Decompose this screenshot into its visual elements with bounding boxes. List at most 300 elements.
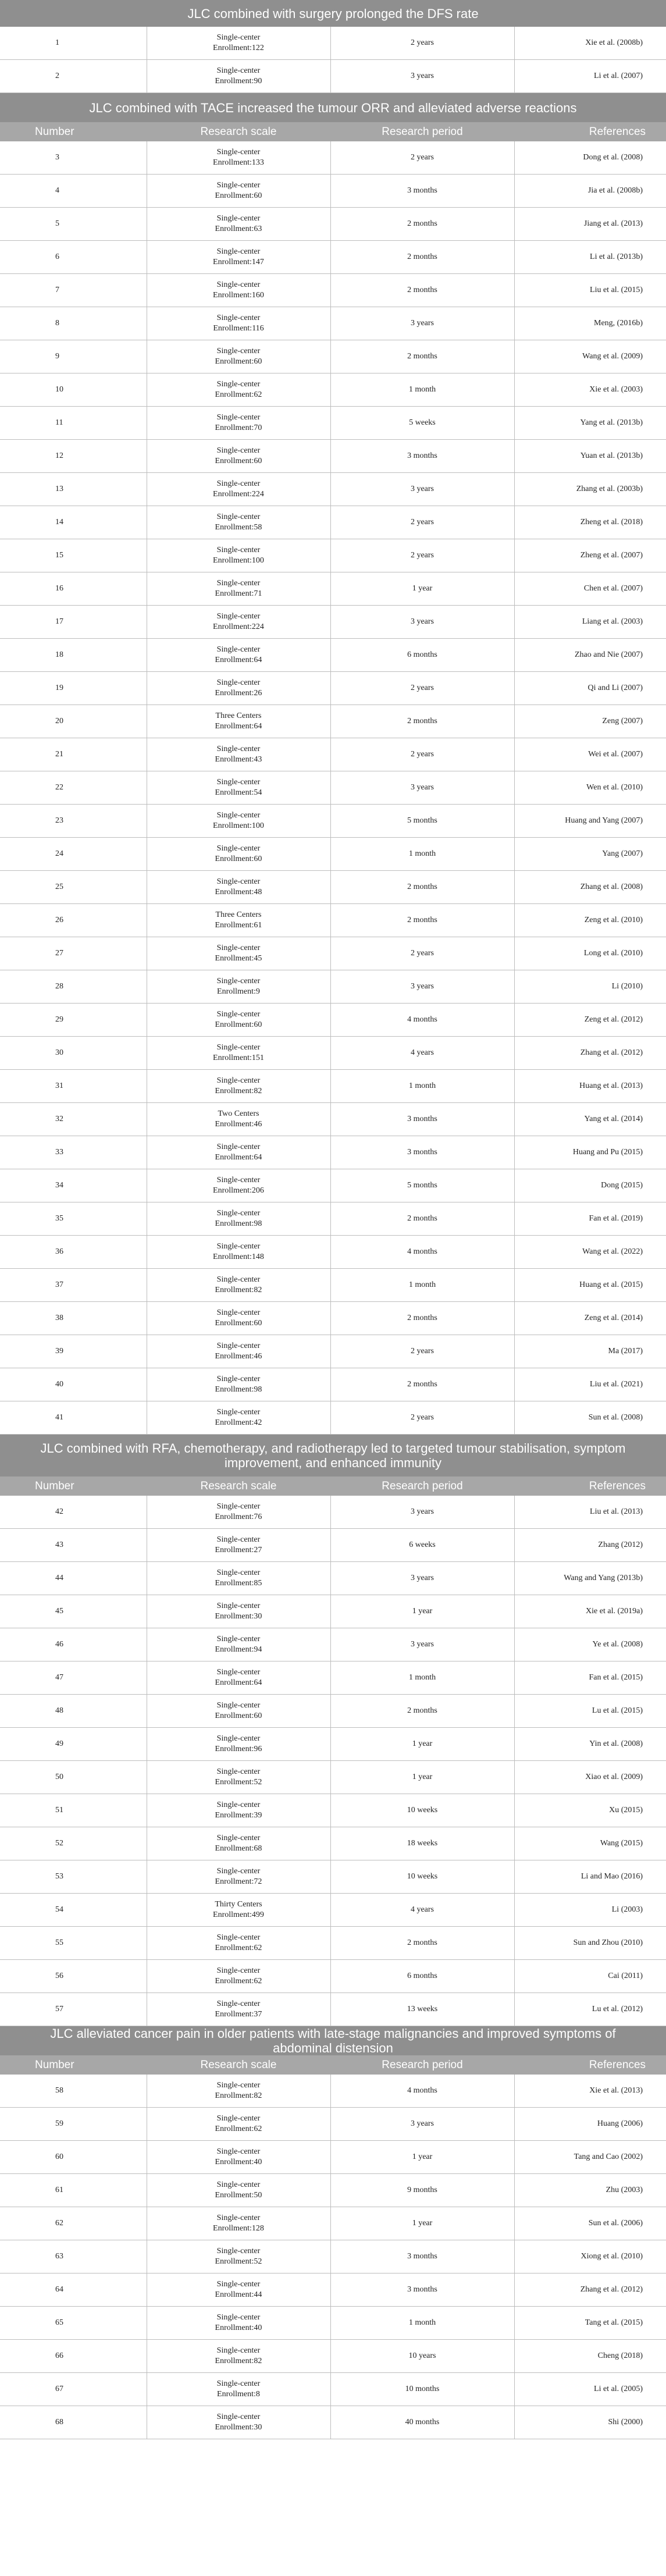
scale-enrollment: Enrollment:64 xyxy=(215,1678,262,1687)
table-row xyxy=(0,2406,666,2439)
table-row xyxy=(0,1236,666,1269)
reference-cell: Zeng et al. (2014) xyxy=(514,1302,666,1335)
reference-cell: Zhang et al. (2012) xyxy=(514,1037,666,1070)
scale-type: Single-center xyxy=(216,1635,261,1643)
reference-cell: Tang et al. (2015) xyxy=(514,2307,666,2340)
reference-cell: Xiao et al. (2009) xyxy=(514,1761,666,1794)
reference-cell: Lu et al. (2015) xyxy=(514,1695,666,1728)
scale-type: Single-center xyxy=(216,2313,261,2322)
reference-cell: Huang (2006) xyxy=(514,2108,666,2141)
research-period-cell: 5 months xyxy=(330,805,514,838)
row-number: 6 xyxy=(0,241,147,274)
scale-type: Single-center xyxy=(216,1966,261,1975)
table-row xyxy=(0,60,666,93)
research-scale-cell xyxy=(147,838,330,871)
research-scale-cell xyxy=(147,1894,330,1927)
research-period-cell: 1 month xyxy=(330,373,514,407)
scale-enrollment: Enrollment:499 xyxy=(213,1910,264,1919)
reference-cell: Xie et al. (2013) xyxy=(514,2075,666,2108)
row-number: 2 xyxy=(0,60,147,93)
scale-enrollment: Enrollment:60 xyxy=(215,457,262,465)
scale-enrollment: Enrollment:82 xyxy=(215,1286,262,1294)
scale-type: Single-center xyxy=(216,1502,261,1511)
research-period-cell: 5 weeks xyxy=(330,407,514,440)
research-period-cell: 1 year xyxy=(330,2141,514,2174)
research-scale-cell xyxy=(147,27,330,60)
research-scale-cell xyxy=(147,1661,330,1695)
row-number: 59 xyxy=(0,2108,147,2141)
reference-cell: Sun et al. (2008) xyxy=(514,1401,666,1435)
reference-cell: Liang et al. (2003) xyxy=(514,606,666,639)
scale-type: Single-center xyxy=(216,66,261,75)
research-scale-cell xyxy=(147,1927,330,1960)
reference-cell: Li et al. (2013b) xyxy=(514,241,666,274)
reference-cell: Liu et al. (2013) xyxy=(514,1496,666,1529)
scale-enrollment: Enrollment:116 xyxy=(213,324,264,333)
table-row xyxy=(0,1368,666,1401)
scale-enrollment: Enrollment:98 xyxy=(215,1219,262,1228)
scale-type: Single-center xyxy=(216,645,261,654)
research-scale-cell xyxy=(147,2273,330,2307)
row-number: 34 xyxy=(0,1169,147,1202)
scale-enrollment: Enrollment:100 xyxy=(213,556,264,565)
research-period-cell: 3 years xyxy=(330,60,514,93)
research-scale-cell xyxy=(147,1993,330,2026)
scale-type: Single-center xyxy=(216,1176,261,1184)
research-scale-cell xyxy=(147,1136,330,1169)
column-header-row xyxy=(0,1476,666,1496)
research-period-cell: 3 years xyxy=(330,1628,514,1661)
research-period-cell: 1 month xyxy=(330,2307,514,2340)
scale-type: Single-center xyxy=(216,2280,261,2289)
reference-cell: Yang et al. (2013b) xyxy=(514,407,666,440)
research-scale-cell xyxy=(147,539,330,572)
research-period-cell: 1 year xyxy=(330,572,514,606)
scale-enrollment: Enrollment:63 xyxy=(215,225,262,233)
table-row xyxy=(0,1993,666,2026)
table-row xyxy=(0,1136,666,1169)
row-number: 26 xyxy=(0,904,147,937)
reference-cell: Li (2010) xyxy=(514,970,666,1004)
research-scale-cell xyxy=(147,440,330,473)
row-number: 43 xyxy=(0,1529,147,1562)
research-period-cell: 2 years xyxy=(330,937,514,970)
table-row xyxy=(0,1335,666,1368)
research-scale-cell xyxy=(147,506,330,539)
scale-enrollment: Enrollment:90 xyxy=(215,77,262,86)
table-row xyxy=(0,904,666,937)
table-row xyxy=(0,506,666,539)
scale-type: Single-center xyxy=(216,778,261,787)
scale-enrollment: Enrollment:82 xyxy=(215,1087,262,1095)
scale-enrollment: Enrollment:42 xyxy=(215,1418,262,1427)
reference-cell: Zhang et al. (2008) xyxy=(514,871,666,904)
scale-type: Single-center xyxy=(216,1209,261,1218)
row-number: 8 xyxy=(0,307,147,340)
research-period-cell: 2 years xyxy=(330,738,514,771)
table-row xyxy=(0,705,666,738)
reference-cell: Wang et al. (2009) xyxy=(514,340,666,373)
row-number: 47 xyxy=(0,1661,147,1695)
table-row xyxy=(0,1728,666,1761)
scale-enrollment: Enrollment:40 xyxy=(215,2158,262,2166)
row-number: 50 xyxy=(0,1761,147,1794)
research-scale-cell xyxy=(147,1169,330,1202)
reference-cell: Shi (2000) xyxy=(514,2406,666,2439)
table-row xyxy=(0,1302,666,1335)
scale-type: Single-center xyxy=(216,1999,261,2008)
research-scale-cell xyxy=(147,1562,330,1595)
scale-type: Single-center xyxy=(216,2114,261,2123)
research-period-cell: 3 years xyxy=(330,771,514,805)
table-row xyxy=(0,1695,666,1728)
research-scale-cell xyxy=(147,175,330,208)
scale-type: Single-center xyxy=(216,2346,261,2355)
research-period-cell: 40 months xyxy=(330,2406,514,2439)
reference-cell: Wen et al. (2010) xyxy=(514,771,666,805)
scale-type: Single-center xyxy=(216,148,261,156)
scale-type: Single-center xyxy=(216,1668,261,1677)
scale-type: Single-center xyxy=(216,1734,261,1743)
research-scale-cell xyxy=(147,1037,330,1070)
research-period-cell: 4 years xyxy=(330,1037,514,1070)
reference-cell: Cai (2011) xyxy=(514,1960,666,1993)
row-number: 60 xyxy=(0,2141,147,2174)
row-number: 57 xyxy=(0,1993,147,2026)
section-title-row xyxy=(0,0,666,27)
scale-enrollment: Enrollment:9 xyxy=(217,987,260,996)
scale-enrollment: Enrollment:46 xyxy=(215,1352,262,1361)
research-period-cell: 18 weeks xyxy=(330,1827,514,1860)
scale-enrollment: Enrollment:100 xyxy=(213,821,264,830)
research-scale-cell xyxy=(147,1960,330,1993)
table-row xyxy=(0,1761,666,1794)
section-title: JLC combined with RFA, chemotherapy, and radiotherapy led to targeted tumour stabilisation, symptom improvement, and enhanced immunity xyxy=(0,1435,666,1477)
scale-type: Single-center xyxy=(216,1867,261,1876)
scale-type: Single-center xyxy=(216,2180,261,2189)
scale-enrollment: Enrollment:62 xyxy=(215,390,262,399)
research-scale-cell xyxy=(147,373,330,407)
number-column-header: Number xyxy=(0,1476,147,1496)
table-row xyxy=(0,1037,666,1070)
research-scale-cell xyxy=(147,1761,330,1794)
research-scale-cell xyxy=(147,241,330,274)
research-scale-cell xyxy=(147,1595,330,1628)
scale-enrollment: Enrollment:50 xyxy=(215,2191,262,2200)
scale-enrollment: Enrollment:148 xyxy=(213,1253,264,1261)
scale-enrollment: Enrollment:64 xyxy=(215,656,262,664)
scale-type: Thirty Centers xyxy=(215,1900,262,1909)
number-column-header: Number xyxy=(0,2055,147,2075)
scale-enrollment: Enrollment:26 xyxy=(215,689,262,698)
scale-enrollment: Enrollment:52 xyxy=(215,2257,262,2266)
scale-type: Single-center xyxy=(216,347,261,355)
scale-type: Single-center xyxy=(216,546,261,554)
table-row xyxy=(0,208,666,241)
research-period-cell: 2 months xyxy=(330,705,514,738)
research-period-cell: 2 years xyxy=(330,539,514,572)
row-number: 49 xyxy=(0,1728,147,1761)
scale-enrollment: Enrollment:27 xyxy=(215,1546,262,1554)
row-number: 12 xyxy=(0,440,147,473)
reference-cell: Zhang et al. (2003b) xyxy=(514,473,666,506)
research-period-cell: 1 month xyxy=(330,1661,514,1695)
scale-enrollment: Enrollment:70 xyxy=(215,424,262,432)
scale-type: Single-center xyxy=(216,2081,261,2090)
references-column-header: References xyxy=(514,1476,666,1496)
research-scale-cell xyxy=(147,1302,330,1335)
table-row xyxy=(0,2240,666,2273)
scale-enrollment: Enrollment:151 xyxy=(213,1054,264,1062)
scale-type: Single-center xyxy=(216,1242,261,1251)
reference-cell: Cheng (2018) xyxy=(514,2340,666,2373)
scale-type: Single-center xyxy=(216,811,261,820)
research-scale-cell xyxy=(147,2240,330,2273)
row-number: 39 xyxy=(0,1335,147,1368)
research-period-cell: 4 months xyxy=(330,1004,514,1037)
row-number: 35 xyxy=(0,1202,147,1236)
scale-type: Single-center xyxy=(216,745,261,753)
row-number: 28 xyxy=(0,970,147,1004)
research-period-column-header: Research period xyxy=(330,1476,514,1496)
research-period-cell: 3 years xyxy=(330,1562,514,1595)
row-number: 7 xyxy=(0,274,147,307)
row-number: 20 xyxy=(0,705,147,738)
scale-enrollment: Enrollment:45 xyxy=(215,954,262,963)
research-period-cell: 10 months xyxy=(330,2373,514,2406)
table-row xyxy=(0,27,666,60)
scale-type: Single-center xyxy=(216,2413,261,2421)
research-period-cell: 2 months xyxy=(330,871,514,904)
number-column-header: Number xyxy=(0,122,147,141)
scale-enrollment: Enrollment:44 xyxy=(215,2290,262,2299)
reference-cell: Dong et al. (2008) xyxy=(514,141,666,175)
scale-type: Single-center xyxy=(216,33,261,42)
scale-type: Single-center xyxy=(216,214,261,223)
references-column-header: References xyxy=(514,2055,666,2075)
row-number: 58 xyxy=(0,2075,147,2108)
row-number: 4 xyxy=(0,175,147,208)
row-number: 23 xyxy=(0,805,147,838)
research-scale-cell xyxy=(147,1368,330,1401)
reference-cell: Zhu (2003) xyxy=(514,2174,666,2207)
scale-enrollment: Enrollment:61 xyxy=(215,921,262,930)
row-number: 10 xyxy=(0,373,147,407)
research-scale-cell xyxy=(147,2373,330,2406)
scale-type: Single-center xyxy=(216,1143,261,1151)
table-row xyxy=(0,241,666,274)
scale-enrollment: Enrollment:60 xyxy=(215,1319,262,1328)
reference-cell: Huang et al. (2013) xyxy=(514,1070,666,1103)
row-number: 62 xyxy=(0,2207,147,2240)
research-scale-cell xyxy=(147,572,330,606)
row-number: 61 xyxy=(0,2174,147,2207)
table-row xyxy=(0,1860,666,1894)
research-scale-cell xyxy=(147,871,330,904)
table-row xyxy=(0,539,666,572)
scale-enrollment: Enrollment:96 xyxy=(215,1745,262,1753)
row-number: 68 xyxy=(0,2406,147,2439)
scale-enrollment: Enrollment:68 xyxy=(215,1844,262,1853)
research-scale-cell xyxy=(147,606,330,639)
scale-type: Two Centers xyxy=(218,1109,259,1118)
research-period-cell: 1 year xyxy=(330,1728,514,1761)
research-scale-cell xyxy=(147,407,330,440)
row-number: 33 xyxy=(0,1136,147,1169)
reference-cell: Xie et al. (2019a) xyxy=(514,1595,666,1628)
row-number: 38 xyxy=(0,1302,147,1335)
scale-type: Single-center xyxy=(216,977,261,985)
research-scale-cell xyxy=(147,1004,330,1037)
research-scale-cell xyxy=(147,705,330,738)
scale-enrollment: Enrollment:160 xyxy=(213,291,264,300)
research-period-cell: 2 months xyxy=(330,241,514,274)
reference-cell: Liu et al. (2021) xyxy=(514,1368,666,1401)
table-row xyxy=(0,1070,666,1103)
reference-cell: Lu et al. (2012) xyxy=(514,1993,666,2026)
row-number: 66 xyxy=(0,2340,147,2373)
row-number: 44 xyxy=(0,1562,147,1595)
scale-type: Single-center xyxy=(216,1308,261,1317)
table-row xyxy=(0,1628,666,1661)
row-number: 52 xyxy=(0,1827,147,1860)
scale-enrollment: Enrollment:40 xyxy=(215,2324,262,2332)
scale-enrollment: Enrollment:39 xyxy=(215,1811,262,1820)
research-period-cell: 4 months xyxy=(330,2075,514,2108)
research-scale-cell xyxy=(147,639,330,672)
row-number: 45 xyxy=(0,1595,147,1628)
table-row xyxy=(0,771,666,805)
table-row xyxy=(0,2273,666,2307)
row-number: 17 xyxy=(0,606,147,639)
scale-enrollment: Enrollment:128 xyxy=(213,2224,264,2233)
reference-cell: Fan et al. (2015) xyxy=(514,1661,666,1695)
row-number: 55 xyxy=(0,1927,147,1960)
row-number: 27 xyxy=(0,937,147,970)
research-period-cell: 1 year xyxy=(330,1761,514,1794)
research-scale-cell xyxy=(147,1269,330,1302)
table-row xyxy=(0,1103,666,1136)
research-period-column-header: Research period xyxy=(330,2055,514,2075)
research-scale-cell xyxy=(147,340,330,373)
scale-enrollment: Enrollment:30 xyxy=(215,1612,262,1621)
reference-cell: Yin et al. (2008) xyxy=(514,1728,666,1761)
table-row xyxy=(0,2174,666,2207)
row-number: 53 xyxy=(0,1860,147,1894)
reference-cell: Fan et al. (2019) xyxy=(514,1202,666,1236)
row-number: 22 xyxy=(0,771,147,805)
scale-enrollment: Enrollment:43 xyxy=(215,755,262,764)
row-number: 13 xyxy=(0,473,147,506)
reference-cell: Xiong et al. (2010) xyxy=(514,2240,666,2273)
scale-enrollment: Enrollment:133 xyxy=(213,158,264,167)
research-scale-cell xyxy=(147,2207,330,2240)
row-number: 30 xyxy=(0,1037,147,1070)
table-row xyxy=(0,871,666,904)
reference-cell: Zheng et al. (2007) xyxy=(514,539,666,572)
research-scale-cell xyxy=(147,274,330,307)
research-period-cell: 2 years xyxy=(330,27,514,60)
research-scale-cell xyxy=(147,2075,330,2108)
research-period-cell: 6 weeks xyxy=(330,1529,514,1562)
scale-enrollment: Enrollment:72 xyxy=(215,1877,262,1886)
research-scale-cell xyxy=(147,2406,330,2439)
research-scale-cell xyxy=(147,1529,330,1562)
scale-type: Single-center xyxy=(216,1535,261,1544)
research-period-cell: 3 years xyxy=(330,970,514,1004)
scale-enrollment: Enrollment:85 xyxy=(215,1579,262,1588)
scale-enrollment: Enrollment:60 xyxy=(215,191,262,200)
reference-cell: Chen et al. (2007) xyxy=(514,572,666,606)
section-title: JLC combined with surgery prolonged the DFS rate xyxy=(0,0,666,27)
research-period-cell: 4 years xyxy=(330,1894,514,1927)
references-column-header: References xyxy=(514,122,666,141)
research-scale-cell xyxy=(147,2307,330,2340)
reference-cell: Ma (2017) xyxy=(514,1335,666,1368)
reference-cell: Xie et al. (2003) xyxy=(514,373,666,407)
row-number: 40 xyxy=(0,1368,147,1401)
research-scale-cell xyxy=(147,1695,330,1728)
research-period-cell: 3 months xyxy=(330,2273,514,2307)
research-period-cell: 3 months xyxy=(330,175,514,208)
scale-type: Single-center xyxy=(216,1767,261,1776)
row-number: 54 xyxy=(0,1894,147,1927)
research-period-cell: 2 years xyxy=(330,1335,514,1368)
table-row xyxy=(0,1529,666,1562)
table-row xyxy=(0,1496,666,1529)
reference-cell: Li (2003) xyxy=(514,1894,666,1927)
research-period-cell: 6 months xyxy=(330,639,514,672)
scale-type: Single-center xyxy=(216,1408,261,1417)
reference-cell: Zhang (2012) xyxy=(514,1529,666,1562)
research-scale-cell xyxy=(147,2108,330,2141)
table-row xyxy=(0,838,666,871)
research-scale-cell xyxy=(147,473,330,506)
table-row xyxy=(0,805,666,838)
row-number: 24 xyxy=(0,838,147,871)
scale-type: Single-center xyxy=(216,2147,261,2156)
scale-type: Single-center xyxy=(216,612,261,621)
scale-enrollment: Enrollment:60 xyxy=(215,855,262,863)
table-row xyxy=(0,1004,666,1037)
scale-enrollment: Enrollment:82 xyxy=(215,2091,262,2100)
table-row xyxy=(0,738,666,771)
research-scale-column-header: Research scale xyxy=(147,1476,330,1496)
research-scale-cell xyxy=(147,208,330,241)
scale-type: Single-center xyxy=(216,1834,261,1842)
row-number: 9 xyxy=(0,340,147,373)
research-scale-cell xyxy=(147,1335,330,1368)
reference-cell: Huang and Yang (2007) xyxy=(514,805,666,838)
scale-type: Single-center xyxy=(216,413,261,422)
research-period-cell: 2 months xyxy=(330,904,514,937)
reference-cell: Zeng (2007) xyxy=(514,705,666,738)
row-number: 42 xyxy=(0,1496,147,1529)
column-header-row xyxy=(0,122,666,141)
scale-enrollment: Enrollment:224 xyxy=(213,622,264,631)
section-title-row xyxy=(0,93,666,123)
research-period-cell: 3 months xyxy=(330,440,514,473)
research-scale-column-header: Research scale xyxy=(147,2055,330,2075)
scale-type: Single-center xyxy=(216,1342,261,1350)
row-number: 31 xyxy=(0,1070,147,1103)
reference-cell: Wang and Yang (2013b) xyxy=(514,1562,666,1595)
reference-cell: Huang et al. (2015) xyxy=(514,1269,666,1302)
section-title: JLC combined with TACE increased the tumour ORR and alleviated adverse reactions xyxy=(0,93,666,123)
scale-enrollment: Enrollment:147 xyxy=(213,258,264,266)
research-period-cell: 3 years xyxy=(330,606,514,639)
reference-cell: Tang and Cao (2002) xyxy=(514,2141,666,2174)
